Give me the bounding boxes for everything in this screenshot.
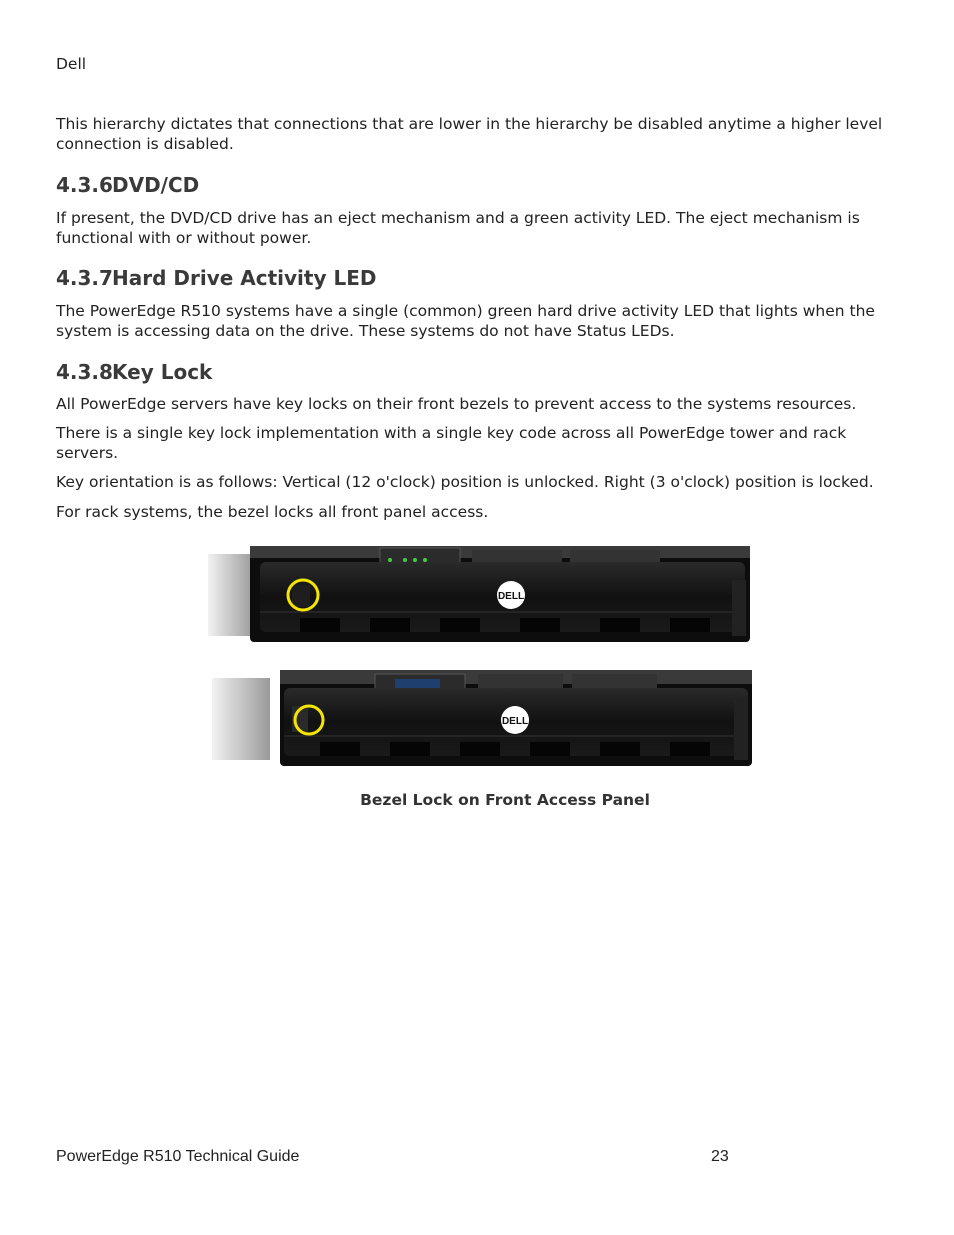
bezel-lock-figure <box>200 540 760 772</box>
section-heading-hdd-led <box>56 266 376 290</box>
dvd-cd-paragraph: If present, the DVD/CD drive has an eject mechanism and a green activity LED. The eject mechanism is functional with or without power. <box>56 209 860 247</box>
dell-logo-bottom: DELL <box>501 716 529 727</box>
key-lock-paragraph-4: For rack systems, the bezel locks all front panel access. <box>56 503 489 521</box>
footer-title: PowerEdge R510 Technical Guide <box>56 1148 300 1165</box>
key-lock-paragraph-1: All PowerEdge servers have key locks on their front bezels to prevent access to the systems resources. <box>56 395 857 413</box>
server-top <box>208 546 750 642</box>
section-heading-key-lock <box>56 360 212 384</box>
section-number: 4.3.6 <box>56 173 113 197</box>
page-number: 23 <box>711 1148 729 1165</box>
section-title: Key Lock <box>112 360 213 384</box>
section-number: 4.3.8 <box>56 360 113 384</box>
section-title: DVD/CD <box>112 173 200 197</box>
figure-caption: Bezel Lock on Front Access Panel <box>360 791 650 809</box>
hdd-led-paragraph: The PowerEdge R510 systems have a single (common) green hard drive activity LED that lights when the system is accessing data on the drive. These systems do not have Status LEDs. <box>56 302 875 340</box>
server-bottom <box>212 670 752 766</box>
section-title: Hard Drive Activity LED <box>112 266 377 290</box>
page-header: Dell <box>56 55 87 73</box>
intro-paragraph: This hierarchy dictates that connections that are lower in the hierarchy be disabled anytime a higher level connection is disabled. <box>56 115 883 153</box>
dell-logo-top: DELL <box>497 591 525 602</box>
key-lock-paragraph-3: Key orientation is as follows: Vertical (12 o'clock) position is unlocked. Right (3 o'clock) position is locked. <box>56 473 874 491</box>
section-number: 4.3.7 <box>56 266 113 290</box>
section-heading-dvd-cd <box>56 173 199 197</box>
key-lock-paragraph-2: There is a single key lock implementation with a single key code across all PowerEdge tower and rack servers. <box>56 424 847 462</box>
